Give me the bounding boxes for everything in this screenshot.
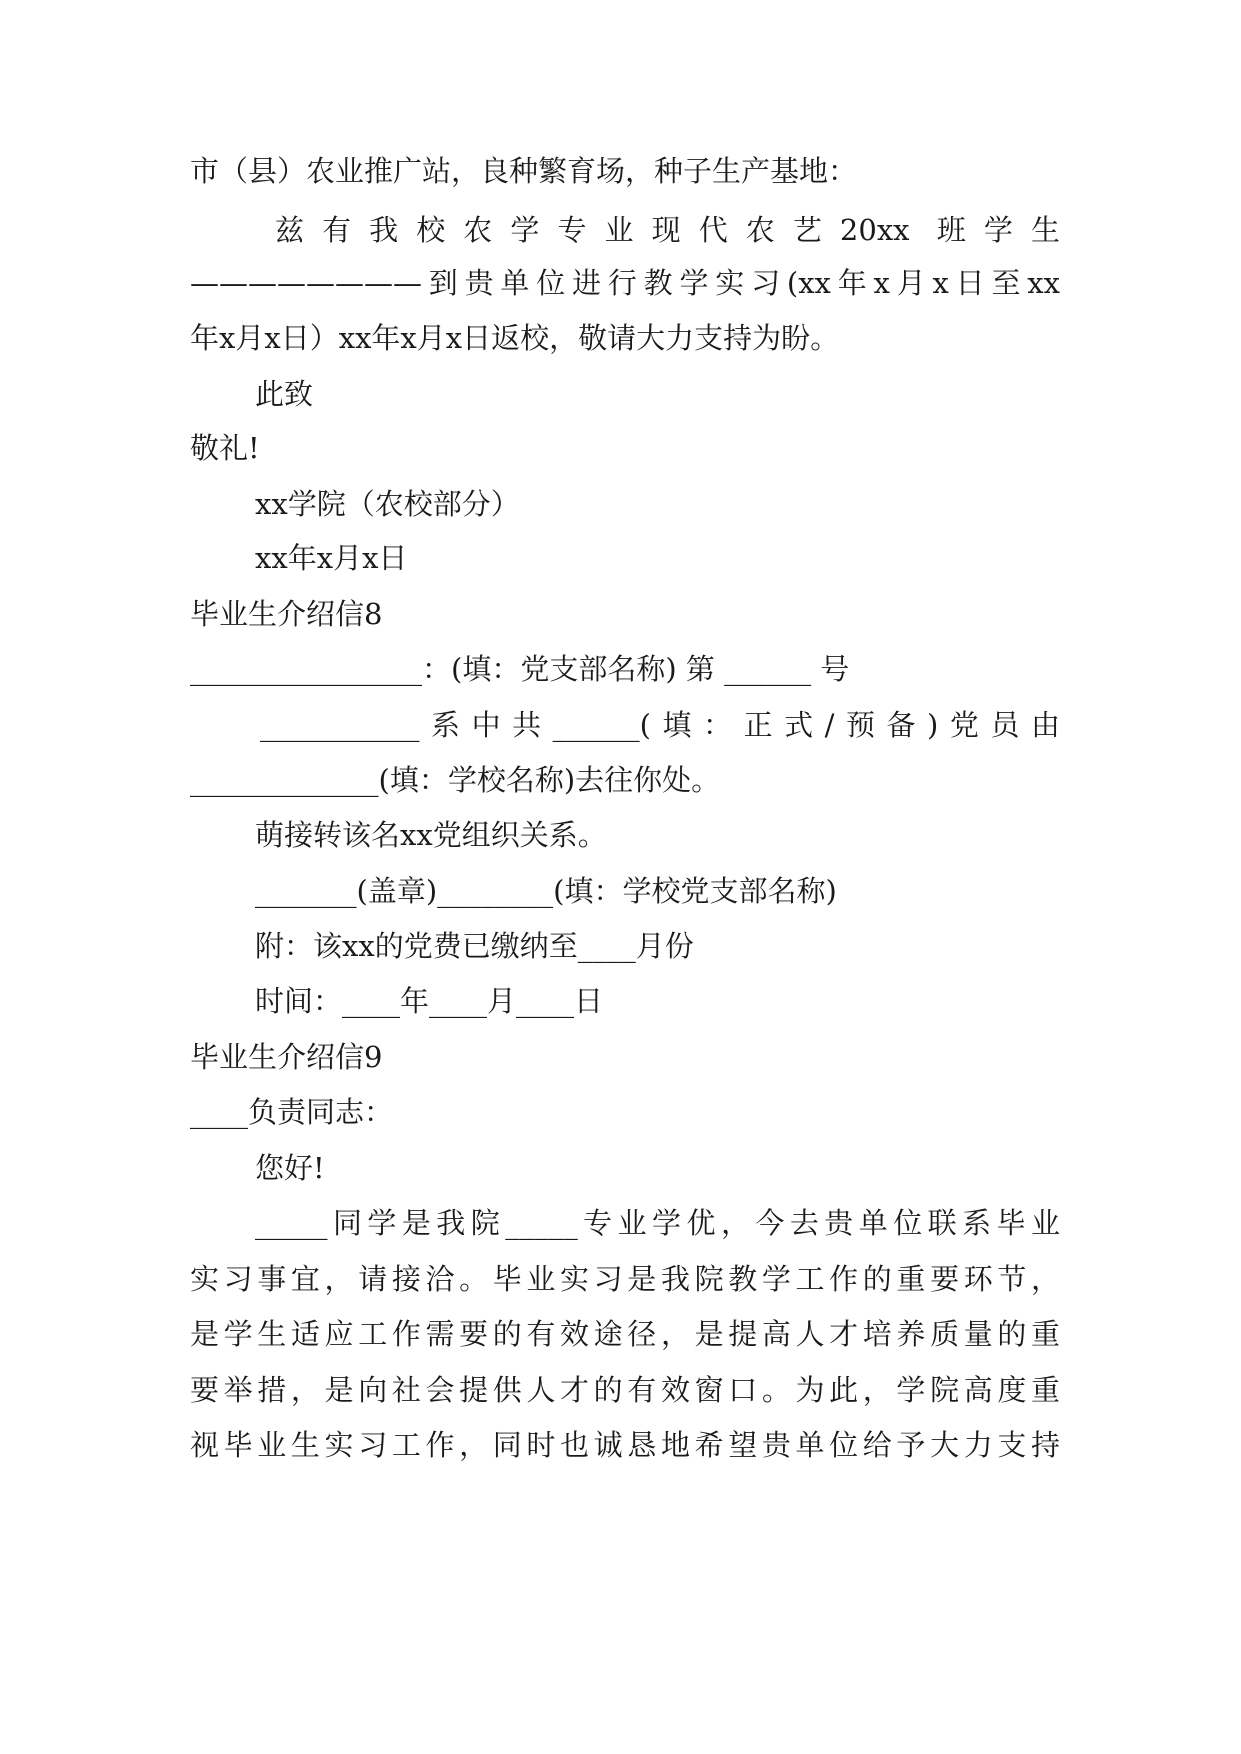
body-line: 是学生适应工作需要的有效途径，是提高人才培养质量的重 <box>190 1317 1060 1351</box>
body-line: ________________：(填：党支部名称) 第 ______ 号 <box>190 652 850 686</box>
body-line: 实习事宜，请接洽。毕业实习是我院教学工作的重要环节， <box>190 1262 1060 1296</box>
salutation-line: ____负责同志： <box>190 1095 394 1129</box>
section-heading: 毕业生介绍信8 <box>190 597 383 631</box>
signature-line: xx学院（农校部分） <box>255 487 520 521</box>
body-line: 附：该xx的党费已缴纳至____月份 <box>255 929 694 963</box>
closing-line: 敬礼! <box>190 431 260 465</box>
body-line: 萌接转该名xx党组织关系。 <box>255 818 607 852</box>
body-line: 年x月x日）xx年x月x日返校，敬请大力支持为盼。 <box>190 321 840 355</box>
body-line: _____________(填：学校名称)去往你处。 <box>190 763 721 797</box>
body-line: ————————到贵单位进行教学实习(xx年x月x日至xx <box>190 266 1060 300</box>
closing-line: 此致 <box>255 377 314 411</box>
salutation-line: 市（县）农业推广站，良种繁育场，种子生产基地： <box>190 154 858 188</box>
section-heading: 毕业生介绍信9 <box>190 1040 383 1074</box>
body-line: ___________系中共______(填：正式/预备)党员由 <box>260 708 1060 742</box>
body-line: 视毕业生实习工作，同时也诚恳地希望贵单位给予大力支持 <box>190 1428 1060 1462</box>
body-line: 兹有我校农学专业现代农艺20xx 班学生 <box>275 213 1060 247</box>
body-line: _____同学是我院_____专业学优，今去贵单位联系毕业 <box>255 1206 1060 1240</box>
body-line: _______(盖章)________(填：学校党支部名称) <box>255 874 837 908</box>
date-line: 时间：____年____月____日 <box>255 984 604 1018</box>
greeting-line: 您好! <box>255 1151 325 1185</box>
body-line: 要举措，是向社会提供人才的有效窗口。为此，学院高度重 <box>190 1373 1060 1407</box>
date-line: xx年x月x日 <box>255 541 408 575</box>
